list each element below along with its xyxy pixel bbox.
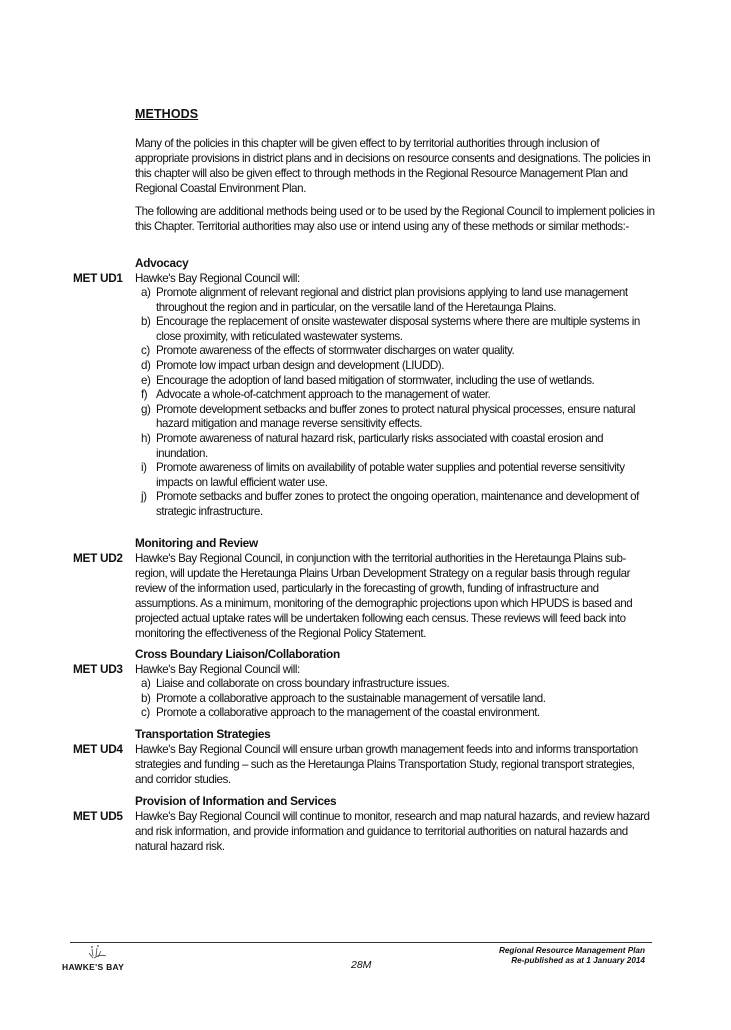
liaison-lead: Hawke's Bay Regional Council will: bbox=[135, 663, 300, 676]
list-item: j) Promote setbacks and buffer zones to protect the ongoing operation, maintenance and development of strategic infrastructure. bbox=[141, 490, 639, 518]
advocacy-lead: Hawke's Bay Regional Council will: bbox=[135, 272, 300, 285]
intro-paragraph-2: The following are additional methods being used or to be used by the Regional Council to implement policies in this Chapter. Territorial authorities may also use or intend using any of these methods or similar methods:- bbox=[135, 205, 655, 233]
republished-date: Re-published as at 1 January 2014 bbox=[511, 956, 645, 965]
transport-title: Transportation Strategies bbox=[135, 727, 271, 741]
monitoring-title: Monitoring and Review bbox=[135, 536, 258, 550]
list-item: i) Promote awareness of limits on availability of potable water supplies and potential reverse sensitivity impacts on lawful efficient water use. bbox=[141, 461, 625, 489]
information-title: Provision of Information and Services bbox=[135, 794, 337, 808]
liaison-list bbox=[135, 677, 655, 721]
advocacy-list bbox=[135, 286, 655, 520]
met-ud5-code: MET UD5 bbox=[73, 809, 123, 823]
page-number: 28M bbox=[351, 959, 372, 971]
list-item: b) Promote a collaborative approach to the sustainable management of versatile land. bbox=[141, 691, 546, 705]
list-item: b) Encourage the replacement of onsite wastewater disposal systems where there are multiple systems in close proximity, with reticulated wastewater systems. bbox=[141, 315, 640, 343]
liaison-title: Cross Boundary Liaison/Collaboration bbox=[135, 647, 340, 661]
plan-title: Regional Resource Management Plan bbox=[498, 946, 645, 955]
intro-paragraph-1: Many of the policies in this chapter will be given effect to by territorial authorities through inclusion of appropriate provisions in district plans and in decisions on resource consents and designations. The policies in this chapter will also be given effect to through methods in the Regional Resource Management Plan and Regional Coastal Environment Plan. bbox=[135, 137, 651, 195]
list-item: a) Promote alignment of relevant regional and district plan provisions applying to land use management throughout the region and in particular, on the versatile land of the Heretaunga Plains. bbox=[141, 286, 628, 314]
list-item: c) Promote a collaborative approach to the management of the coastal environment. bbox=[141, 706, 540, 720]
met-ud4-code: MET UD4 bbox=[73, 742, 123, 756]
footer-plan-info bbox=[499, 946, 645, 966]
met-ud1-code: MET UD1 bbox=[73, 271, 123, 285]
met-ud2-code: MET UD2 bbox=[73, 551, 123, 565]
list-item: h) Promote awareness of natural hazard risk, particularly risks associated with coastal erosion and inundation. bbox=[141, 431, 604, 460]
list-item: f) Advocate a whole-of-catchment approach to the management of water. bbox=[141, 388, 491, 402]
information-text: Hawke's Bay Regional Council will continue to monitor, research and map natural hazards, and review hazard and risk information, and provide information and guidance to territorial authorities on natural hazards and natural hazard risk. bbox=[135, 810, 650, 853]
met-ud3-code: MET UD3 bbox=[73, 662, 123, 676]
footer-rule bbox=[70, 942, 652, 943]
methods-heading: METHODS bbox=[135, 107, 199, 121]
list-item: a) Liaise and collaborate on cross boundary infrastructure issues. bbox=[141, 677, 450, 690]
logo-text: HAWKE'S BAY bbox=[62, 962, 125, 972]
list-item: d) Promote low impact urban design and development (LIUDD). bbox=[141, 358, 444, 372]
list-item: g) Promote development setbacks and buffer zones to protect natural physical processes, ensure natural hazard mitigation and manage reverse sensitivity effects. bbox=[141, 402, 636, 431]
list-item: c) Promote awareness of the effects of stormwater discharges on water quality. bbox=[141, 344, 515, 358]
list-item: e) Encourage the adoption of land based mitigation of stormwater, including the use of wetlands. bbox=[141, 373, 595, 387]
advocacy-title: Advocacy bbox=[135, 256, 189, 270]
monitoring-text: Hawke's Bay Regional Council, in conjunction with the territorial authorities in the Heretaunga Plains sub-region, will update the Heretaunga Plains Urban Development Strategy on a regular basis through regular review of the information used, particularly in the forecasting of growth, funding of infrastructure and assumptions. As a minimum, monitoring of the demographic projections upon which HPUDS is based and projected actual uptake rates will be undertaken following each census. These reviews will feed back into monitoring the effectiveness of the Regional Policy Statement. bbox=[135, 552, 633, 640]
transport-text: Hawke's Bay Regional Council will ensure urban growth management feeds into and informs transportation strategies and funding – such as the Heretaunga Plains Transportation Study, regional transport strategies, and corridor studies. bbox=[135, 743, 638, 786]
